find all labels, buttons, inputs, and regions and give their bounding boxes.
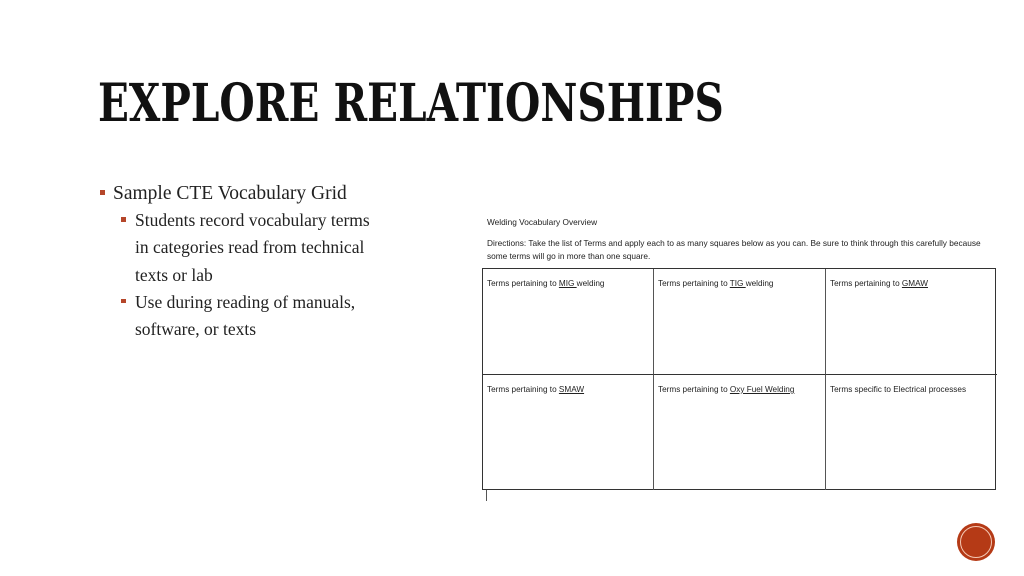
grid-cell-smaw: [483, 375, 654, 490]
sub-bullet-item: [98, 207, 458, 289]
cell-prefix: Terms pertaining to: [658, 279, 730, 288]
sub-bullet-line: Students record vocabulary terms: [135, 210, 370, 230]
cell-prefix: Terms specific to Electrical processes: [830, 385, 967, 394]
grid-cell-gmaw: [826, 269, 997, 375]
cell-prefix: Terms pertaining to: [487, 385, 559, 394]
worksheet-directions: Directions: Take the list of Terms and apply each to as many squares below as you can. Be sure to think through this carefully because some terms will go in more than one square.: [487, 238, 981, 261]
grid-cell-mig: [483, 269, 654, 375]
cell-prefix: Terms pertaining to: [658, 385, 730, 394]
sub-bullet-line: in categories read from technical: [135, 237, 365, 258]
worksheet-title: Welding Vocabulary Overview: [487, 217, 598, 227]
bullet-item: [98, 180, 458, 207]
sub-bullet-line: Use during reading of manuals,: [135, 291, 356, 312]
cell-prefix: Terms pertaining to: [830, 279, 902, 288]
sub-bullet-line: software, or texts: [135, 319, 257, 340]
text-cursor-mark: [486, 490, 487, 501]
grid-cell-tig: [654, 269, 826, 375]
cell-suffix: welding: [576, 279, 605, 288]
square-bullet-icon: [100, 190, 105, 195]
slide-title: EXPLORE RELATIONSHIPS: [98, 73, 724, 134]
bullet-text: Sample CTE Vocabulary Grid: [113, 183, 347, 204]
grid-cell-oxy-fuel: [654, 375, 826, 490]
cell-suffix: welding: [745, 279, 774, 288]
cell-term: GMAW: [901, 279, 928, 288]
cell-term: TIG: [729, 279, 746, 288]
cell-prefix: Terms pertaining to: [487, 279, 559, 288]
square-bullet-icon: [121, 217, 126, 222]
vocabulary-grid: [482, 268, 996, 490]
cell-term: SMAW: [558, 385, 585, 394]
grid-cell-electrical: [826, 375, 997, 490]
bullet-list: [98, 180, 458, 343]
cell-term: MIG: [558, 279, 577, 288]
sub-bullet-line: texts or lab: [135, 264, 213, 285]
circle-nav-icon[interactable]: [957, 523, 995, 561]
cell-term: Oxy Fuel Welding: [729, 385, 795, 394]
sub-bullet-item: [98, 289, 458, 344]
square-bullet-icon: [121, 299, 126, 304]
